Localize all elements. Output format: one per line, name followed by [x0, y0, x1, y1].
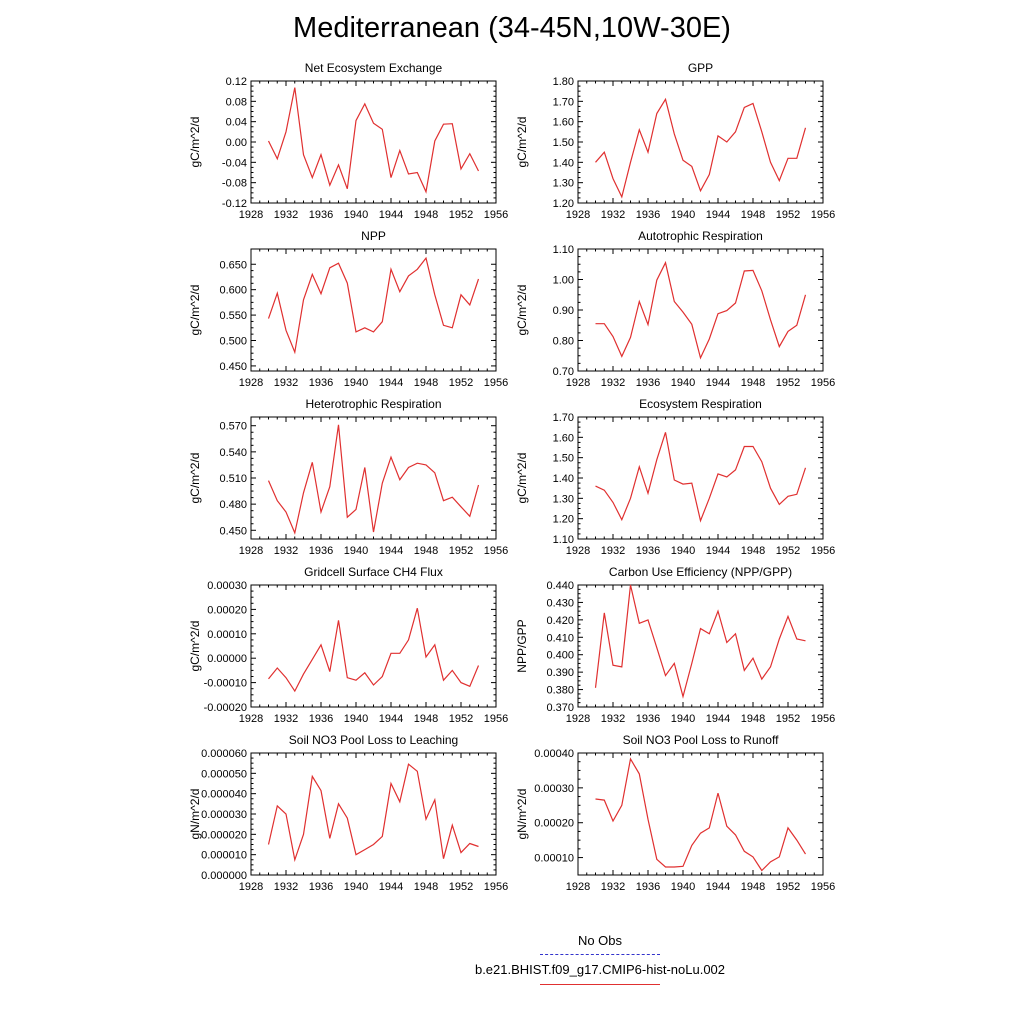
x-tick-label: 1948: [413, 209, 439, 221]
chart-panel-4: [515, 229, 835, 389]
y-axis-label: gC/m^2/d: [188, 116, 202, 168]
y-tick-label: 1.50: [552, 452, 574, 465]
y-tick-label: 1.10: [552, 534, 574, 546]
y-tick-label: 0.000010: [201, 849, 247, 862]
y-tick-label: 0.400: [546, 649, 574, 662]
x-tick-label: 1956: [810, 209, 836, 221]
x-tick-label: 1932: [273, 209, 299, 221]
y-tick-label: 0.380: [546, 684, 574, 697]
y-tick-label: 1.50: [552, 137, 574, 149]
legend-run-label: b.e21.BHIST.f09_g17.CMIP6-hist-noLu.002: [474, 962, 726, 977]
x-tick-label: 1940: [343, 713, 369, 725]
x-tick-label: 1932: [600, 209, 626, 221]
x-tick-label: 1956: [810, 713, 836, 725]
x-tick-label: 1936: [635, 377, 661, 389]
y-axis-label: gC/m^2/d: [515, 116, 529, 168]
x-tick-label: 1956: [483, 209, 509, 221]
x-tick-label: 1948: [413, 881, 439, 893]
x-tick-label: 1956: [810, 377, 836, 389]
x-tick-label: 1936: [308, 377, 334, 389]
x-tick-label: 1944: [705, 881, 731, 893]
x-tick-label: 1956: [810, 545, 836, 557]
y-tick-label: 1.70: [552, 96, 574, 109]
x-tick-label: 1944: [378, 377, 404, 389]
x-tick-label: 1944: [378, 209, 404, 221]
x-tick-label: 1940: [343, 377, 369, 389]
y-tick-label: 1.10: [552, 244, 574, 256]
x-tick-label: 1948: [740, 377, 766, 389]
x-tick-label: 1928: [238, 713, 264, 725]
series-line: [596, 585, 806, 697]
chart-panel-2: [515, 61, 835, 221]
x-tick-label: 1948: [413, 713, 439, 725]
series-line: [269, 608, 479, 691]
x-tick-label: 1940: [343, 209, 369, 221]
x-tick-label: 1936: [635, 209, 661, 221]
chart-title: GPP: [687, 61, 714, 75]
plot-frame: [578, 81, 823, 203]
y-tick-label: 0.00020: [207, 604, 247, 617]
x-tick-label: 1928: [238, 545, 264, 557]
y-tick-label: 0.00030: [534, 782, 574, 795]
chart-panel-5: [188, 397, 508, 557]
chart-title: Heterotrophic Respiration: [305, 397, 442, 411]
x-tick-label: 1952: [448, 881, 474, 893]
y-tick-label: 1.40: [552, 157, 574, 170]
x-tick-label: 1944: [705, 713, 731, 725]
x-tick-label: 1936: [308, 209, 334, 221]
x-tick-label: 1928: [565, 377, 591, 389]
y-tick-label: 1.70: [552, 412, 574, 424]
x-tick-label: 1944: [378, 545, 404, 557]
x-tick-label: 1940: [343, 881, 369, 893]
x-tick-label: 1928: [565, 545, 591, 557]
x-tick-label: 1956: [483, 881, 509, 893]
x-tick-label: 1932: [273, 545, 299, 557]
y-tick-label: 0.510: [219, 473, 247, 485]
y-tick-label: 0.00: [225, 137, 247, 149]
y-tick-label: 0.440: [546, 580, 574, 592]
x-tick-label: 1940: [670, 545, 696, 557]
x-tick-label: 1956: [483, 713, 509, 725]
y-tick-label: 0.04: [225, 116, 247, 129]
y-tick-label: 0.000040: [201, 788, 247, 801]
chart-title: Soil NO3 Pool Loss to Leaching: [288, 733, 459, 747]
x-tick-label: 1940: [670, 209, 696, 221]
x-tick-label: 1936: [635, 545, 661, 557]
x-tick-label: 1952: [775, 881, 801, 893]
y-tick-label: 0.00010: [534, 852, 574, 865]
series-line: [596, 432, 806, 520]
y-axis-label: gN/m^2/d: [188, 788, 202, 840]
chart-title: Autotrophic Respiration: [638, 229, 763, 243]
y-tick-label: 0.000030: [201, 809, 247, 821]
x-tick-label: 1940: [670, 377, 696, 389]
y-tick-label: 0.00010: [207, 628, 247, 641]
x-tick-label: 1928: [238, 881, 264, 893]
x-tick-label: 1932: [600, 713, 626, 725]
y-tick-label: 0.00040: [534, 748, 574, 760]
x-tick-label: 1952: [775, 377, 801, 389]
x-tick-label: 1928: [565, 713, 591, 725]
x-tick-label: 1936: [308, 881, 334, 893]
x-tick-label: 1936: [308, 545, 334, 557]
y-tick-label: 0.420: [546, 614, 574, 627]
x-tick-label: 1948: [740, 209, 766, 221]
y-tick-label: -0.00020: [203, 702, 247, 714]
plot-frame: [578, 249, 823, 371]
x-tick-label: 1944: [705, 545, 731, 557]
legend-obs-line: [540, 954, 660, 955]
x-tick-label: 1956: [483, 545, 509, 557]
series-line: [269, 425, 479, 533]
x-tick-label: 1956: [483, 377, 509, 389]
x-tick-label: 1948: [740, 713, 766, 725]
y-tick-label: 0.480: [219, 499, 247, 512]
y-tick-label: 1.60: [552, 116, 574, 129]
x-tick-label: 1948: [740, 881, 766, 893]
x-tick-label: 1948: [740, 545, 766, 557]
chart-title: NPP: [361, 229, 386, 243]
y-tick-label: 0.430: [546, 597, 574, 610]
y-tick-label: 1.80: [552, 76, 574, 88]
x-tick-label: 1928: [238, 377, 264, 389]
x-tick-label: 1932: [273, 881, 299, 893]
y-tick-label: 1.30: [552, 493, 574, 506]
y-tick-label: 1.30: [552, 177, 574, 190]
x-tick-label: 1952: [448, 545, 474, 557]
y-tick-label: 0.370: [546, 702, 574, 714]
y-axis-label: NPP/GPP: [515, 619, 529, 673]
x-tick-label: 1952: [448, 713, 474, 725]
x-tick-label: 1932: [273, 377, 299, 389]
y-tick-label: -0.08: [221, 177, 247, 190]
chart-panel-10: [515, 733, 835, 893]
y-tick-label: 0.410: [546, 632, 574, 645]
x-tick-label: 1952: [448, 209, 474, 221]
x-tick-label: 1952: [775, 713, 801, 725]
chart-title: Gridcell Surface CH4 Flux: [304, 565, 443, 579]
series-line: [596, 263, 806, 358]
x-tick-label: 1952: [448, 377, 474, 389]
y-tick-label: 0.000060: [201, 748, 247, 760]
y-tick-label: 0.00030: [207, 580, 247, 592]
x-tick-label: 1932: [600, 881, 626, 893]
y-axis-label: gC/m^2/d: [515, 284, 529, 336]
y-axis-label: gC/m^2/d: [515, 452, 529, 504]
y-tick-label: 0.00020: [534, 817, 574, 830]
y-tick-label: 0.390: [546, 667, 574, 680]
x-tick-label: 1944: [378, 713, 404, 725]
plot-frame: [251, 753, 496, 875]
plot-frame: [251, 81, 496, 203]
y-tick-label: 0.540: [219, 446, 247, 459]
chart-title: Soil NO3 Pool Loss to Runoff: [622, 733, 779, 747]
y-tick-label: 0.450: [219, 525, 247, 538]
plot-frame: [578, 585, 823, 707]
y-tick-label: 1.40: [552, 473, 574, 485]
x-tick-label: 1932: [600, 545, 626, 557]
x-tick-label: 1928: [565, 881, 591, 893]
x-tick-label: 1956: [810, 881, 836, 893]
x-tick-label: 1932: [273, 713, 299, 725]
series-line: [269, 764, 479, 860]
plot-frame: [251, 417, 496, 539]
y-tick-label: -0.04: [221, 157, 247, 170]
legend-obs-label: No Obs: [577, 933, 623, 948]
chart-panel-7: [188, 565, 508, 725]
y-tick-label: 0.000000: [201, 870, 247, 882]
y-tick-label: 0.650: [219, 259, 247, 272]
x-tick-label: 1928: [238, 209, 264, 221]
y-tick-label: 0.600: [219, 284, 247, 297]
chart-title: Net Ecosystem Exchange: [304, 61, 443, 75]
x-tick-label: 1940: [670, 881, 696, 893]
x-tick-label: 1952: [775, 209, 801, 221]
y-tick-label: 0.450: [219, 360, 247, 373]
x-tick-label: 1944: [705, 209, 731, 221]
y-tick-label: 1.00: [552, 274, 574, 287]
y-tick-label: 0.570: [219, 420, 247, 433]
x-tick-label: 1928: [565, 209, 591, 221]
x-tick-label: 1952: [775, 545, 801, 557]
y-tick-label: 0.500: [219, 335, 247, 348]
y-tick-label: 0.000020: [201, 829, 247, 842]
chart-title: Carbon Use Efficiency (NPP/GPP): [608, 565, 793, 579]
x-tick-label: 1940: [670, 713, 696, 725]
x-tick-label: 1936: [635, 713, 661, 725]
x-tick-label: 1932: [600, 377, 626, 389]
x-tick-label: 1944: [705, 377, 731, 389]
y-tick-label: 1.20: [552, 198, 574, 210]
y-tick-label: 0.08: [225, 96, 247, 109]
chart-panel-6: [515, 397, 835, 557]
series-line: [596, 99, 806, 197]
y-tick-label: 1.20: [552, 513, 574, 526]
y-tick-label: 0.90: [552, 305, 574, 317]
plot-frame: [578, 753, 823, 875]
x-tick-label: 1940: [343, 545, 369, 557]
chart-panel-1: [188, 61, 508, 221]
series-line: [596, 759, 806, 871]
x-tick-label: 1948: [413, 377, 439, 389]
chart-panel-9: [188, 733, 508, 893]
chart-panel-3: [188, 229, 508, 389]
x-tick-label: 1936: [635, 881, 661, 893]
y-axis-label: gC/m^2/d: [188, 284, 202, 336]
y-axis-label: gN/m^2/d: [515, 788, 529, 840]
series-line: [269, 88, 479, 192]
series-line: [269, 258, 479, 352]
y-tick-label: -0.12: [221, 198, 247, 210]
chart-title: Ecosystem Respiration: [639, 397, 762, 411]
y-tick-label: 1.60: [552, 432, 574, 445]
page-title: Mediterranean (34-45N,10W-30E): [293, 12, 731, 44]
plot-frame: [251, 585, 496, 707]
x-tick-label: 1948: [413, 545, 439, 557]
y-axis-label: gC/m^2/d: [188, 620, 202, 672]
x-tick-label: 1944: [378, 881, 404, 893]
y-axis-label: gC/m^2/d: [188, 452, 202, 504]
y-tick-label: 0.00000: [207, 653, 247, 666]
y-tick-label: 0.550: [219, 310, 247, 323]
chart-panel-8: [515, 565, 835, 725]
x-tick-label: 1936: [308, 713, 334, 725]
y-tick-label: 0.12: [225, 76, 247, 88]
y-tick-label: 0.000050: [201, 768, 247, 781]
y-tick-label: 0.80: [552, 335, 574, 348]
legend-run-line: [540, 984, 660, 985]
y-tick-label: 0.70: [552, 366, 574, 378]
plot-frame: [251, 249, 496, 371]
y-tick-label: -0.00010: [203, 677, 247, 690]
